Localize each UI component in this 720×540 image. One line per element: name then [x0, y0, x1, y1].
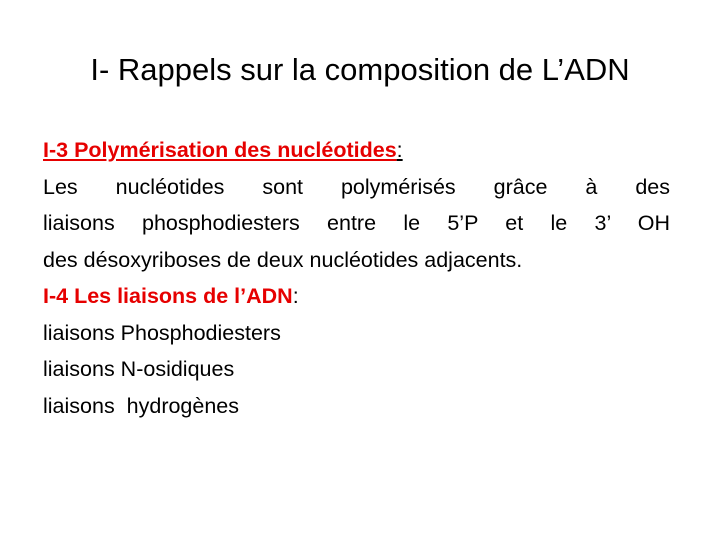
section-heading-text: I-4 Les liaisons de l’ADN: [43, 284, 293, 308]
section-heading-liaisons: [43, 278, 670, 315]
section-heading-polymerisation: [43, 132, 670, 169]
paragraph-line-3: des désoxyriboses de deux nucléotides adjacents.: [43, 247, 523, 272]
paragraph-line-1: Les nucléotides sont polymérisés grâce à des: [43, 174, 670, 199]
section-heading-colon: :: [396, 138, 403, 162]
section-heading-text: I-3 Polymérisation des nucléotides: [43, 138, 397, 162]
slide-content: [43, 132, 670, 424]
section-heading-colon: :: [292, 284, 299, 308]
slide-title: I- Rappels sur la composition de L’ADN: [90, 52, 630, 87]
list-item: liaisons N-osidiques: [43, 357, 235, 381]
list-item: liaisons hydrogènes: [43, 393, 240, 418]
paragraph-line-2: liaisons phosphodiesters entre le 5’P et le 3’ OH: [43, 211, 670, 235]
list-item: liaisons Phosphodiesters: [43, 320, 281, 345]
